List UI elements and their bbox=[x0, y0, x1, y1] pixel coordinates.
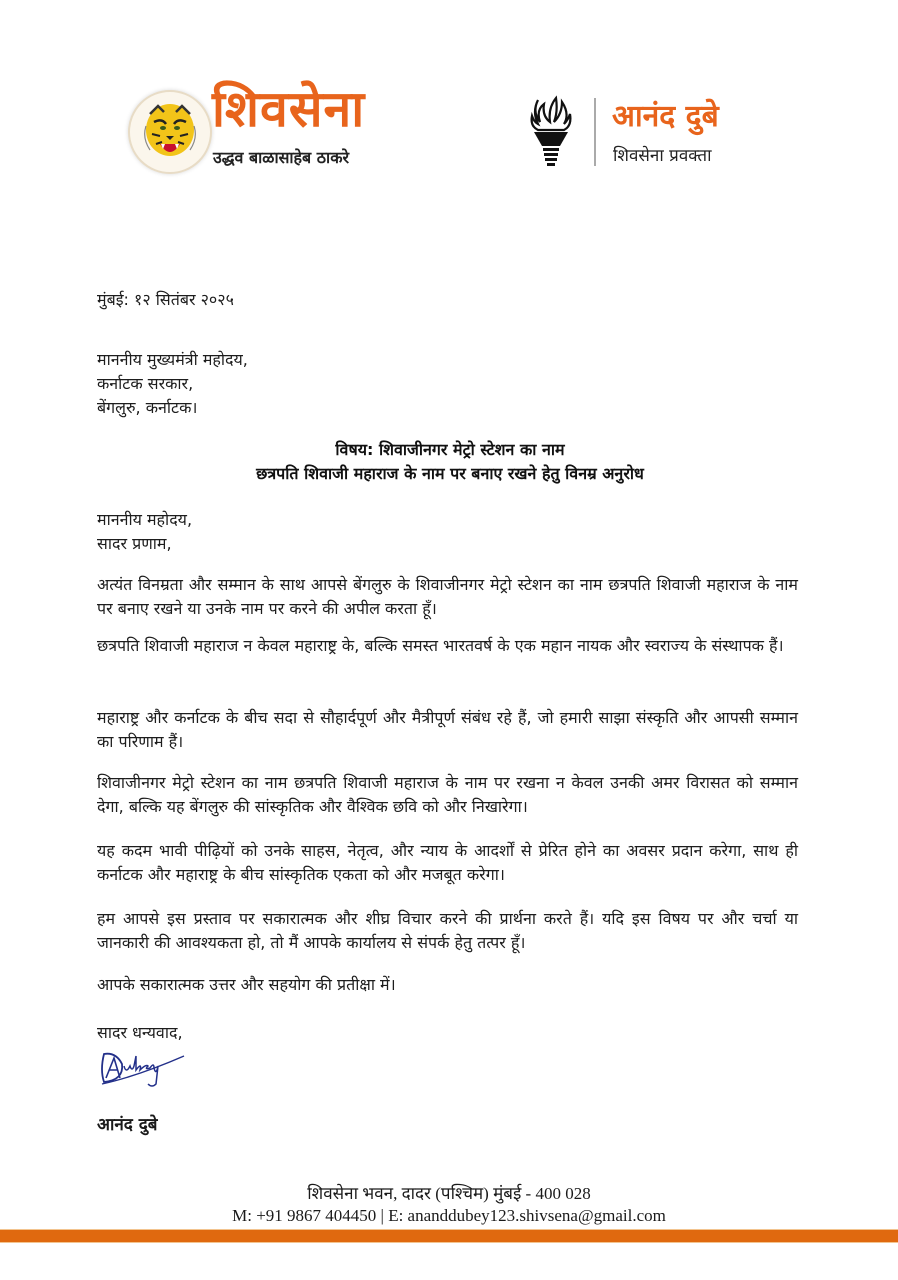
body-paragraph: यह कदम भावी पीढ़ियों को उनके साहस, नेतृत्व, और न्याय के आदर्शों से प्रेरित होने का अवसर प्रदान करेगा, साथ ही कर्नाटक और महाराष्ट्र के बीच सांस्कृतिक एकता को और मजबूत करेगा। bbox=[97, 841, 798, 884]
body-paragraph: शिवाजीनगर मेट्रो स्टेशन का नाम छत्रपति शिवाजी महाराज के नाम पर रखना न केवल उनकी अमर विरासत को सम्मान देगा, बल्कि यह बेंगलुरु की सांस्कृतिक और वैश्विक छवि को और निखारेगा। bbox=[97, 773, 798, 816]
recipient-line-2: कर्नाटक सरकार, bbox=[97, 374, 194, 393]
salutation-line-2: सादर प्रणाम, bbox=[97, 534, 172, 553]
person-name: आनंद दुबे bbox=[612, 99, 719, 134]
body-paragraph: हम आपसे इस प्रस्ताव पर सकारात्मक और शीघ्र विचार करने की प्रार्थना करते हैं। यदि इस विषय पर और चर्चा या जानकारी की आवश्यकता हो, तो मैं आपके कार्यालय से संपर्क हेतु तत्पर हूँ। bbox=[97, 909, 798, 952]
date-line: मुंबई: १२ सितंबर २०२५ bbox=[97, 290, 234, 309]
body-paragraph: छत्रपति शिवाजी महाराज न केवल महाराष्ट्र के, बल्कि समस्त भारतवर्ष के एक महान नायक और स्वराज्य के संस्थापक हैं। bbox=[97, 636, 784, 655]
subject-line-1: विषय: शिवाजीनगर मेट्रो स्टेशन का नाम bbox=[335, 440, 565, 459]
recipient-line-1: माननीय मुख्यमंत्री महोदय, bbox=[97, 350, 248, 369]
footer-bar bbox=[0, 1229, 898, 1243]
footer-contact: M: +91 9867 404450 | E: ananddubey123.shivsena@gmail.com bbox=[232, 1206, 666, 1225]
footer-address: शिवसेना भवन, दादर (पश्चिम) मुंबई - 400 028 bbox=[307, 1184, 591, 1203]
closing-line: सादर धन्यवाद, bbox=[97, 1023, 183, 1042]
party-name: शिवसेना bbox=[212, 80, 366, 138]
signatory-name: आनंद दुबे bbox=[97, 1115, 158, 1135]
torch-icon bbox=[528, 92, 574, 168]
body-paragraph: आपके सकारात्मक उत्तर और सहयोग की प्रतीक्षा में। bbox=[97, 975, 396, 994]
body-paragraph: महाराष्ट्र और कर्नाटक के बीच सदा से सौहार्दपूर्ण और मैत्रीपूर्ण संबंध रहे हैं, जो हमारी साझा संस्कृति और आपसी सम्मान का परिणाम हैं। bbox=[97, 708, 798, 751]
recipient-line-3: बेंगलुरु, कर्नाटक। bbox=[97, 398, 198, 417]
signature-image bbox=[98, 1046, 190, 1090]
salutation-line-1: माननीय महोदय, bbox=[97, 510, 193, 529]
body-paragraph: अत्यंत विनम्रता और सम्मान के साथ आपसे बेंगलुरु के शिवाजीनगर मेट्रो स्टेशन का नाम छत्रपति शिवाजी महाराज के नाम पर बनाए रखने या उनके नाम पर करने की अपील करता हूँ। bbox=[97, 575, 798, 618]
tiger-emblem-icon bbox=[128, 90, 212, 174]
party-subtitle: उद्धव बाळासाहेब ठाकरे bbox=[213, 148, 350, 167]
person-role: शिवसेना प्रवक्ता bbox=[613, 146, 712, 166]
header-divider bbox=[594, 98, 596, 166]
subject-line-2: छत्रपति शिवाजी महाराज के नाम पर बनाए रखने हेतु विनम्र अनुरोध bbox=[256, 464, 644, 483]
